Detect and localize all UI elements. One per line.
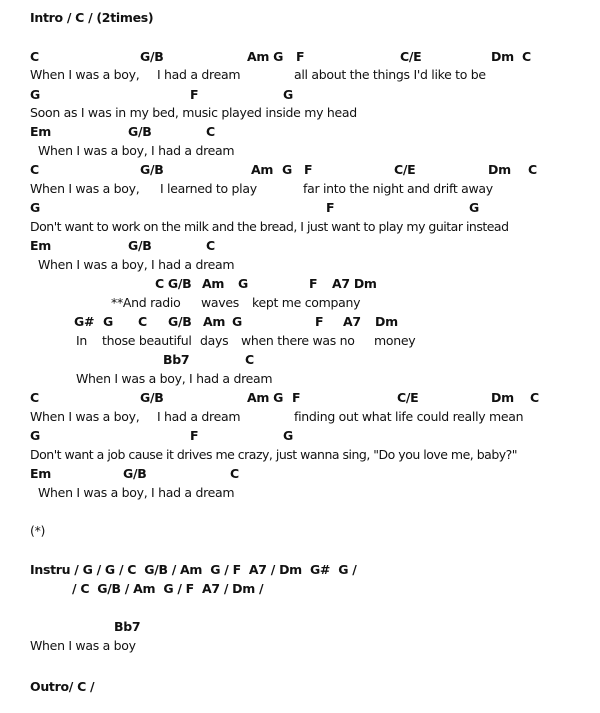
chord: G <box>282 162 292 177</box>
lyric-row <box>0 67 600 83</box>
chord: C <box>245 352 254 367</box>
chord: F <box>292 390 301 405</box>
chord: G <box>30 87 40 102</box>
lyric-row <box>0 333 600 349</box>
chord-row <box>0 428 600 444</box>
intro-line: Intro / C / (2times) <box>30 10 154 25</box>
lyric-row <box>0 447 600 463</box>
chord: G <box>30 200 40 215</box>
lyric-row <box>0 181 600 197</box>
lyric-row <box>0 371 600 387</box>
chord: Dm <box>375 314 398 329</box>
chord: C <box>530 390 539 405</box>
instrumental-line-1: Instru / G / G / C G/B / Am G / F A7 / Dm G# G / <box>30 562 357 577</box>
chord: C G/B <box>155 276 192 291</box>
lyric: When I was a boy <box>30 638 136 653</box>
chord: Am G <box>247 49 284 64</box>
chord: C <box>138 314 147 329</box>
chord: F <box>304 162 313 177</box>
lyric-row <box>0 257 600 273</box>
chord: Em <box>30 124 51 139</box>
lyric: kept me company <box>252 295 361 310</box>
chord-row <box>0 87 600 103</box>
lyric: days <box>200 333 229 348</box>
chord: Dm <box>491 390 514 405</box>
chord: G/B <box>140 390 164 405</box>
instrumental-line-2: / C G/B / Am G / F A7 / Dm / <box>72 581 264 596</box>
lyric-row <box>0 105 600 121</box>
lyric: when there was no <box>241 333 355 348</box>
lyric: those beautiful <box>102 333 192 348</box>
chord: Bb7 <box>114 619 141 634</box>
lyric-row <box>0 295 600 311</box>
chord: C <box>206 238 215 253</box>
lyric: When I was a boy, <box>30 67 140 82</box>
chord: G <box>30 428 40 443</box>
outro-line: Outro/ C / <box>30 679 95 694</box>
chord: Bb7 <box>163 352 190 367</box>
lyric: finding out what life could really mean <box>294 409 524 424</box>
chord: C <box>528 162 537 177</box>
lyric: **And radio <box>111 295 181 310</box>
lyric: money <box>374 333 416 348</box>
lyric-row <box>0 143 600 159</box>
lyric: I had a dream <box>157 409 241 424</box>
chord: G/B <box>128 238 152 253</box>
chord: C <box>522 49 531 64</box>
chord-row <box>0 238 600 254</box>
lyric: In <box>76 333 88 348</box>
chord: C <box>206 124 215 139</box>
chord: C/E <box>394 162 416 177</box>
chord: Em <box>30 238 51 253</box>
lyric: When I was a boy, I had a dream <box>38 143 235 158</box>
chord-row <box>0 390 600 406</box>
chord: G <box>238 276 248 291</box>
chord: C <box>30 49 39 64</box>
lyric: Soon as I was in my bed, music played inside my head <box>30 105 357 120</box>
chord-row <box>0 276 600 292</box>
chord: G <box>283 87 293 102</box>
chord: Am G <box>247 390 284 405</box>
chord: C <box>30 162 39 177</box>
chord: G <box>469 200 479 215</box>
chord: C <box>30 390 39 405</box>
lyric: I had a dream <box>157 67 241 82</box>
lyric-row <box>0 219 600 235</box>
chord: Am <box>203 314 226 329</box>
repeat-marker: (*) <box>30 523 46 538</box>
chord: C/E <box>397 390 419 405</box>
lyric: all about the things I'd like to be <box>294 67 486 82</box>
chord-row <box>0 466 600 482</box>
chord: G <box>232 314 242 329</box>
chord: G/B <box>168 314 192 329</box>
chord: G <box>283 428 293 443</box>
chord: G/B <box>123 466 147 481</box>
chord: A7 <box>343 314 361 329</box>
lyric: When I was a boy, I had a dream <box>38 257 235 272</box>
chord: G <box>103 314 113 329</box>
lyric: When I was a boy, I had a dream <box>76 371 273 386</box>
chord: C/E <box>400 49 422 64</box>
lyric: waves <box>201 295 239 310</box>
chord: F <box>190 428 199 443</box>
chord-row <box>0 124 600 140</box>
chord: Em <box>30 466 51 481</box>
lyric: far into the night and drift away <box>303 181 493 196</box>
chord: F <box>296 49 305 64</box>
chord: G/B <box>128 124 152 139</box>
chord: A7 Dm <box>332 276 377 291</box>
chord: G/B <box>140 162 164 177</box>
chord: Dm <box>491 49 514 64</box>
chord: F <box>190 87 199 102</box>
lyric: Don't want to work on the milk and the bread, I just want to play my guitar instead <box>30 219 509 234</box>
chord: G/B <box>140 49 164 64</box>
lyric-row <box>0 409 600 425</box>
lyric: When I was a boy, <box>30 409 140 424</box>
chord: F <box>326 200 335 215</box>
lyric: Don't want a job cause it drives me crazy, just wanna sing, "Do you love me, baby?" <box>30 447 518 462</box>
chord: Dm <box>488 162 511 177</box>
chord-row <box>0 352 600 368</box>
chord-row <box>0 200 600 216</box>
chord: G# <box>74 314 95 329</box>
chord: C <box>230 466 239 481</box>
chord-row <box>0 162 600 178</box>
lyric: When I was a boy, <box>30 181 140 196</box>
chord: Am <box>251 162 274 177</box>
lyric-row <box>0 485 600 501</box>
chord-row <box>0 49 600 65</box>
lyric: I learned to play <box>160 181 257 196</box>
chord: Am <box>202 276 225 291</box>
chord: F <box>309 276 318 291</box>
chord-row <box>0 314 600 330</box>
chord: F <box>315 314 324 329</box>
lyric: When I was a boy, I had a dream <box>38 485 235 500</box>
